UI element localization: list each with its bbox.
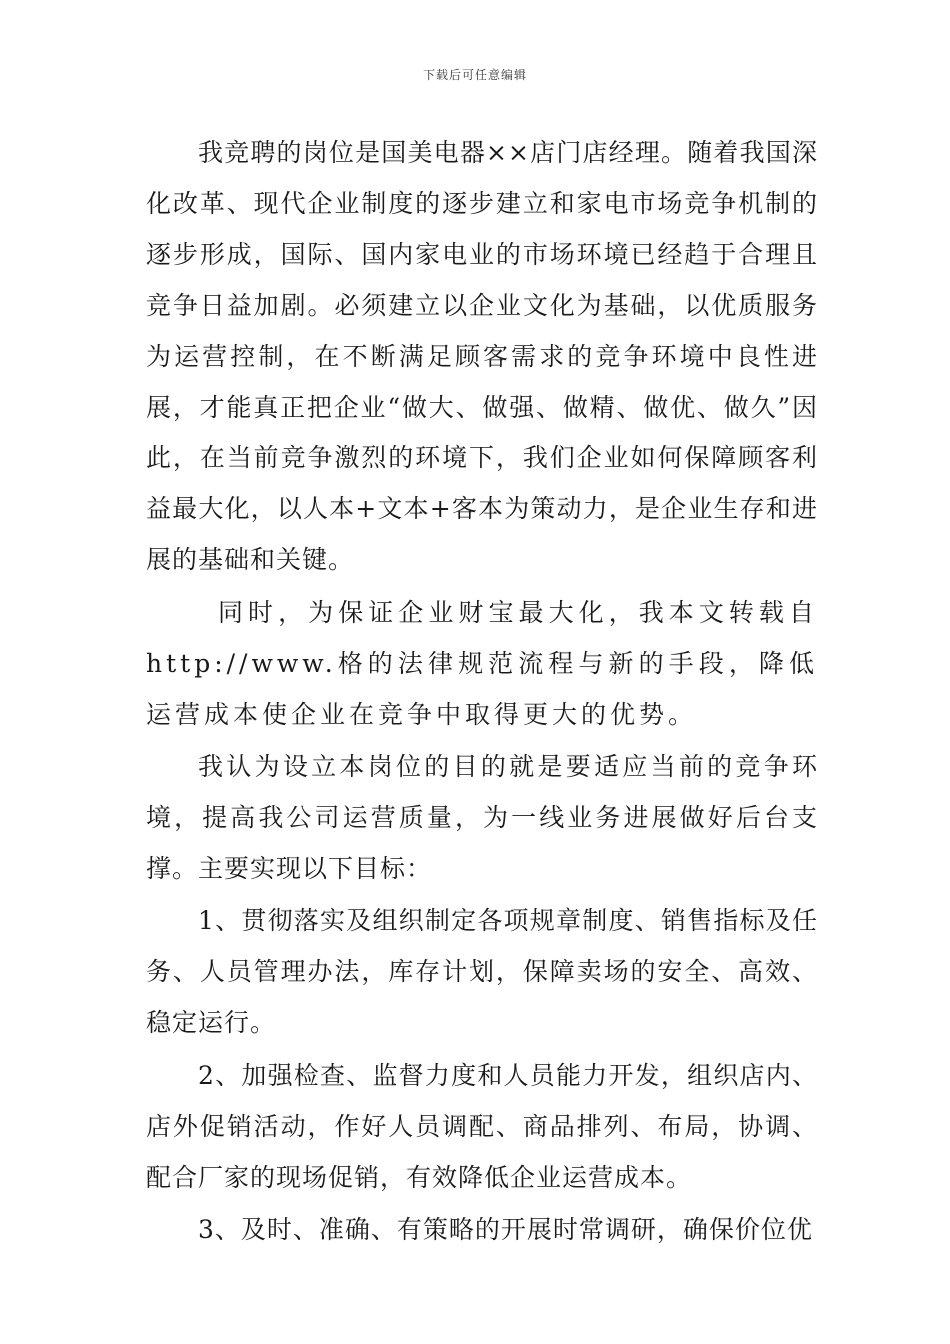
document-body [146,128,818,1258]
paragraph-goal-2: 2、加强检查、监督力度和人员能力开发，组织店内、店外促销活动，作好人员调配、商品排列、布局，协调、配合厂家的现场促销，有效降低企业运营成本。 [146,1060,818,1192]
paragraph-purpose: 我认为设立本岗位的目的就是要适应当前的竞争环境，提高我公司运营质量，为一线业务进展做好后台支撑。主要实现以下目标： [146,752,818,883]
paragraph-intro: 我竞聘的岗位是国美电器××店门店经理。随着我国深化改革、现代企业制度的逐步建立和家电市场竞争机制的逐步形成，国际、国内家电业的市场环境已经趋于合理且竞争日益加剧。必须建立以企业文化为基础，以优质服务为运营控制，在不断满足顾客需求的竞争环境中良性进展，才能真正把企业“做大、做强、做精、做优、做久”因此，在当前竞争激烈的环境下，我们企业如何保障顾客利益最大化，以人本+文本+客本为策动力，是企业生存和进展的基础和关键。 [146,138,818,575]
page-header: 下载后可任意编辑 [422,68,527,82]
paragraph-goal-3: 3、及时、准确、有策略的开展时常调研，确保价位优 [198,1215,813,1244]
paragraph-profit: 同时，为保证企业财宝最大化，我本文转载自http://www.格的法律规范流程与新的手段，降低运营成本使企业在竞争中取得更大的优势。 [146,597,818,729]
paragraph-goal-1: 1、贯彻落实及组织制定各项规章制度、销售指标及任务、人员管理办法，库存计划，保障卖场的安全、高效、稳定运行。 [146,906,818,1038]
